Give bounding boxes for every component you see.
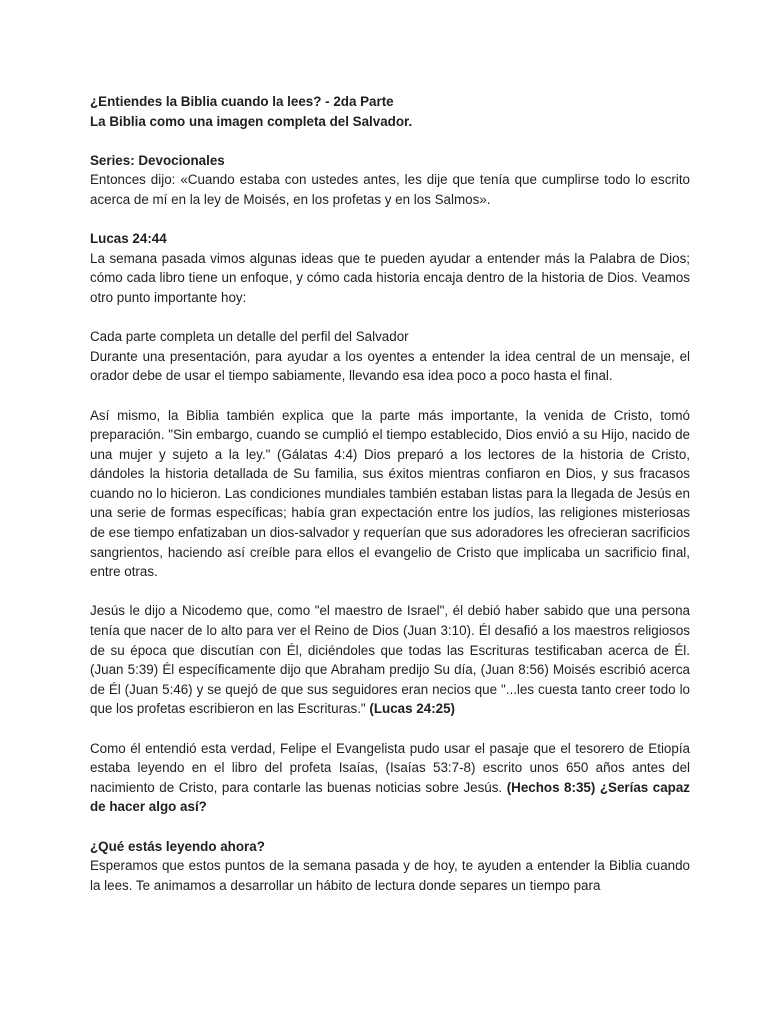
- spacer: [90, 131, 690, 151]
- spacer: [90, 386, 690, 406]
- section-heading: Cada parte completa un detalle del perfil del Salvador: [90, 329, 409, 345]
- spacer: [90, 210, 690, 230]
- section-heading: ¿Qué estás leyendo ahora?: [90, 838, 265, 854]
- paragraph: Así mismo, la Biblia también explica que la parte más importante, la venida de Cristo, tomó preparación. "Sin embargo, cuando se cumplió el tiempo establecido, Dios envió a su Hijo, nacido de una mujer y sujeto a la ley." (Gálatas 4:4) Dios preparó a los lectores de la historia de Cristo, dándoles la historia detallada de Su familia, sus éxitos mientras confiaron en Dios, y sus fracasos cuando no lo hicieron. Las condiciones mundiales también estaban listas para la llegada de Jesús en una serie de formas específicas; había gran expectación entre los judíos, las religiones misteriosas de ese tiempo enfatizaban un dios-salvador y requerían que sus adoradores les ofrecieran sacrificios sangrientos, haciendo así creíble para ellos el evangelio de Cristo que implicaba un sacrificio final, entre otras.: [90, 407, 690, 580]
- scripture-reference: (Lucas 24:25): [369, 701, 456, 717]
- paragraph: [90, 601, 690, 719]
- series-label: Series: Devocionales: [90, 152, 225, 168]
- spacer: [90, 817, 690, 837]
- scripture-reference: Lucas 24:44: [90, 231, 167, 247]
- paragraph-text: Como él entendió esta verdad, Felipe el Evangelista pudo usar el pasaje que el tesorero de Etiopía estaba leyendo en el libro del profeta Isaías, (Isaías 53:7-8) escrito unos 650 años antes del nacimiento de Cristo, para contarle las buenas noticias sobre Jesús.: [90, 740, 690, 795]
- paragraph: [90, 739, 690, 817]
- spacer: [90, 308, 690, 328]
- paragraph: Esperamos que estos puntos de la semana pasada y de hoy, te ayuden a entender la Biblia cuando la lees. Te animamos a desarrollar un hábito de lectura donde separes un tiempo para: [90, 858, 690, 893]
- paragraph: La semana pasada vimos algunas ideas que te pueden ayudar a entender más la Palabra de Dios; cómo cada libro tiene un enfoque, y cómo cada historia encaja dentro de la historia de Dios. Veamos otro punto importante hoy:: [90, 250, 690, 305]
- paragraph: Durante una presentación, para ayudar a los oyentes a entender la idea central de un mensaje, el orador debe de usar el tiempo sabiamente, llevando esa idea poco a poco hasta el final.: [90, 348, 690, 384]
- document-title: ¿Entiendes la Biblia cuando la lees? - 2da Parte: [90, 94, 394, 109]
- paragraph-text: Jesús le dijo a Nicodemo que, como "el maestro de Israel", él debió haber sabido que una persona tenía que nacer de lo alto para ver el Reino de Dios (Juan 3:10). Él desafió a los maestros religiosos de su época que discutían con Él, diciéndoles que todas las Escrituras testificaban acerca de Él. (Juan 5:39) Él específicamente dijo que Abraham predijo Su día, (Juan 8:56) Moisés escribió acerca de Él (Juan 5:46) y se quejó de que sus seguidores eran necios que "...les cuesta tanto creer todo lo que los profetas escribieron en las Escrituras.": [90, 603, 690, 717]
- document-subtitle: La Biblia como una imagen completa del Salvador.: [90, 113, 413, 129]
- spacer: [90, 582, 690, 602]
- intro-quote: Entonces dijo: «Cuando estaba con ustedes antes, les dije que tenía que cumplirse todo lo escrito acerca de mí en la ley de Moisés, en los profetas y en los Salmos».: [90, 172, 690, 207]
- scripture-reference: (Hechos 8:35): [506, 779, 596, 795]
- question-text: ¿Serías capaz de hacer algo así?: [90, 779, 690, 815]
- spacer: [90, 719, 690, 739]
